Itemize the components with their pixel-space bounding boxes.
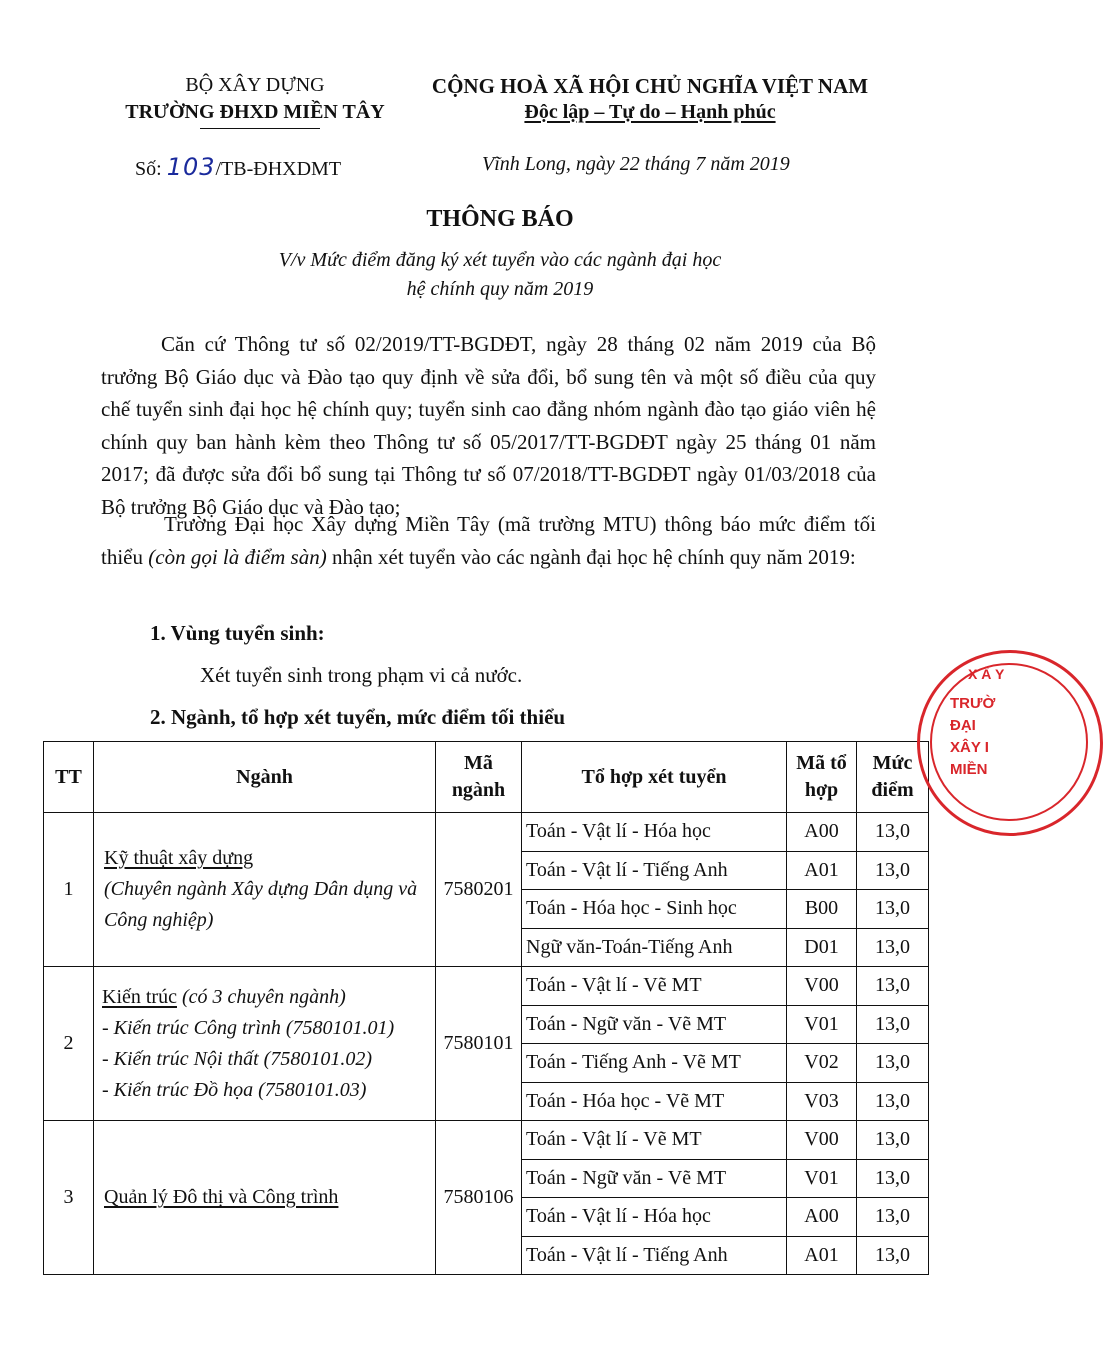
paragraph-legal-basis: Căn cứ Thông tư số 02/2019/TT-BGDĐT, ngày 28 tháng 02 năm 2019 của Bộ trưởng Bộ Giáo dục và Đào tạo quy định về sửa đổi, bổ sung tên và một số điều của quy chế tuyển sinh đại học hệ chính quy; tuyển sinh cao đẳng nhóm ngành đào tạo giáo viên hệ chính quy ban hành kèm theo Thông tư số 05/2017/TT-BGDĐT ngày 25 tháng 01 năm 2017; đã được sửa đổi bổ sung tại Thông tư số 07/2018/TT-BGDĐT ngày 01/03/2018 của Bộ trưởng Bộ Giáo dục và Đào tạo; [101, 332, 876, 519]
announcement-text-2: nhận xét tuyển vào các ngành đại học hệ chính quy năm 2019: [326, 544, 856, 569]
combo-code: A00 [787, 1198, 857, 1237]
table-row [44, 967, 929, 1006]
combo-subjects: Toán - Vật lí - Tiếng Anh [522, 851, 787, 890]
header-muc-diem: Mức điểm [857, 742, 929, 813]
header-tt: TT [44, 742, 94, 813]
combo-subjects: Toán - Vật lí - Hóa học [522, 813, 787, 852]
header-ma-nganh: Mã ngành [436, 742, 522, 813]
section-1-heading: 1. Vùng tuyển sinh: [150, 621, 325, 645]
major-code: 7580106 [436, 1121, 522, 1275]
combo-subjects: Toán - Vật lí - Vẽ MT [522, 1121, 787, 1160]
combo-code: B00 [787, 890, 857, 929]
combo-score: 13,0 [857, 1236, 929, 1275]
table-header-row [44, 742, 929, 813]
admission-table [43, 741, 929, 1275]
combo-score: 13,0 [857, 1159, 929, 1198]
combo-score: 13,0 [857, 1198, 929, 1237]
combo-subjects: Toán - Ngữ văn - Vẽ MT [522, 1005, 787, 1044]
combo-subjects: Toán - Tiếng Anh - Vẽ MT [522, 1044, 787, 1083]
combo-code: D01 [787, 928, 857, 967]
place-date: Vĩnh Long, ngày 22 tháng 7 năm 2019 [482, 153, 790, 175]
seal-text: X Â Y [968, 666, 1005, 682]
combo-subjects: Toán - Hóa học - Vẽ MT [522, 1082, 787, 1121]
nation-name: CỘNG HOÀ XÃ HỘI CHỦ NGHĨA VIỆT NAM [431, 74, 869, 98]
combo-subjects: Ngữ văn-Toán-Tiếng Anh [522, 928, 787, 967]
seal-text: TRƯỜ [950, 695, 996, 712]
row-number: 3 [44, 1121, 94, 1275]
combo-code: A00 [787, 813, 857, 852]
combo-code: V02 [787, 1044, 857, 1083]
subject-line-1: V/v Mức điểm đăng ký xét tuyển vào các ngành đại học [278, 249, 722, 271]
document-title: THÔNG BÁO [426, 206, 574, 232]
major-code: 7580201 [436, 813, 522, 967]
major-name: Kiến trúc [102, 985, 177, 1008]
combo-score: 13,0 [857, 851, 929, 890]
school-underline [200, 128, 320, 129]
handwritten-number: 103 [166, 153, 216, 181]
major-name: Quản lý Đô thị và Công trình [104, 1186, 339, 1208]
number-prefix: Số: [135, 158, 162, 180]
specialization-item: - Kiến trúc Đồ họa (7580101.03) [102, 1078, 367, 1101]
major-note: (Chuyên ngành Xây dựng Dân dụng và Công nghiệp) [104, 878, 418, 931]
table-row [44, 1121, 929, 1160]
header-nganh: Ngành [94, 742, 436, 813]
major-cell [94, 1121, 436, 1275]
combo-code: V01 [787, 1005, 857, 1044]
seal-text: ĐẠI [950, 717, 976, 734]
seal-text: MIỀN [950, 761, 988, 778]
subject-line-2: hệ chính quy năm 2019 [406, 278, 594, 300]
specialization-item: - Kiến trúc Nội thất (7580101.02) [102, 1047, 372, 1070]
combo-code: A01 [787, 851, 857, 890]
row-number: 2 [44, 967, 94, 1121]
school-name: TRƯỜNG ĐHXD MIỀN TÂY [125, 101, 385, 123]
combo-subjects: Toán - Hóa học - Sinh học [522, 890, 787, 929]
announcement-text-1: Trường Đại học Xây dựng Miền Tây (mã trường MTU) thông báo mức điểm tối thiểu [101, 512, 876, 569]
combo-code: V03 [787, 1082, 857, 1121]
combo-subjects: Toán - Ngữ văn - Vẽ MT [522, 1159, 787, 1198]
table-row [44, 813, 929, 852]
major-name-note: (có 3 chuyên ngành) [176, 985, 346, 1008]
section-1-text: Xét tuyển sinh trong phạm vi cả nước. [200, 663, 523, 687]
combo-subjects: Toán - Vật lí - Hóa học [522, 1198, 787, 1237]
nation-motto: Độc lập – Tự do – Hạnh phúc [524, 101, 776, 123]
combo-score: 13,0 [857, 967, 929, 1006]
announcement-italic: (còn gọi là điểm sàn) [148, 544, 327, 569]
official-seal [917, 650, 1103, 836]
combo-code: V00 [787, 1121, 857, 1160]
combo-score: 13,0 [857, 1044, 929, 1083]
combo-code: V00 [787, 967, 857, 1006]
seal-text: XÂY I [950, 739, 989, 756]
combo-score: 13,0 [857, 1005, 929, 1044]
combo-score: 13,0 [857, 1082, 929, 1121]
major-cell [94, 813, 436, 967]
document-number [135, 153, 341, 181]
combo-code: V01 [787, 1159, 857, 1198]
specialization-item: - Kiến trúc Công trình (7580101.01) [102, 1016, 395, 1039]
combo-score: 13,0 [857, 1121, 929, 1160]
paragraph-announcement [101, 508, 876, 573]
number-suffix: /TB-ĐHXDMT [215, 158, 342, 180]
ministry-name: BỘ XÂY DỰNG [185, 74, 325, 96]
combo-subjects: Toán - Vật lí - Tiếng Anh [522, 1236, 787, 1275]
row-number: 1 [44, 813, 94, 967]
section-2-heading: 2. Ngành, tổ hợp xét tuyển, mức điểm tối thiểu [150, 705, 566, 729]
combo-score: 13,0 [857, 890, 929, 929]
major-code: 7580101 [436, 967, 522, 1121]
major-name: Kỹ thuật xây dựng [104, 847, 254, 869]
header-ma-to-hop: Mã tổ hợp [787, 742, 857, 813]
combo-code: A01 [787, 1236, 857, 1275]
header-to-hop: Tổ hợp xét tuyển [522, 742, 787, 813]
combo-score: 13,0 [857, 813, 929, 852]
combo-subjects: Toán - Vật lí - Vẽ MT [522, 967, 787, 1006]
major-name-line [102, 982, 431, 1013]
major-cell [94, 967, 436, 1121]
combo-score: 13,0 [857, 928, 929, 967]
